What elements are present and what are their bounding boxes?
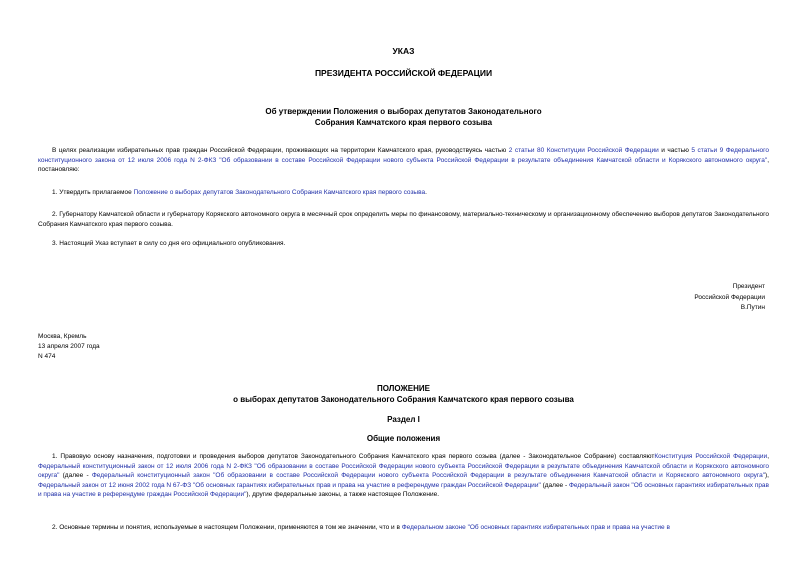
decree-subject-line1: Об утверждении Положения о выборах депутатов Законодательного <box>265 107 542 116</box>
reg-p1-text-c: (далее - <box>59 472 92 480</box>
section-title: Общие положения <box>366 434 441 443</box>
regulation-paragraph-2 <box>38 523 769 533</box>
link-fz-guarantees[interactable]: Федеральном законе "Об основных гарантиях избирательных прав и права на участие в <box>401 524 670 531</box>
item-2-paragraph: 2. Губернатору Камчатской области и губернатору Корякского автономного округа в месячный срок определить меры по финансовому, материально-техническому и организационному обеспечению выборов депутатов Законодательного Собрания Камчатского края первого созыва. <box>38 211 769 228</box>
reg-p1-text-e: (далее - <box>540 481 569 489</box>
decree-number: N 474 <box>38 353 56 360</box>
preamble-text-b: и частью <box>658 147 692 154</box>
regulation-title: ПОЛОЖЕНИЕ <box>377 384 430 393</box>
decree-subject-line2: Собрания Камчатского края первого созыва <box>314 118 493 127</box>
decree-title: УКАЗ <box>392 46 415 56</box>
preamble-text-a: В целях реализации избирательных прав граждан Российской Федерации, проживающих на территории Камчатского края, руководствуясь частью <box>52 147 509 154</box>
regulation-subtitle: о выборах депутатов Законодательного Собрания Камчатского края первого созыва <box>233 395 574 404</box>
item-1-text-a: 1. Утвердить прилагаемое <box>52 189 134 196</box>
signature-title: Президент <box>732 283 765 290</box>
place-date: 13 апреля 2007 года <box>38 343 100 350</box>
item-3-paragraph: 3. Настоящий Указ вступает в силу со дня его официального опубликования. <box>52 240 286 247</box>
link-fz-67-short[interactable]: Федеральный закон "Об основных гарантиях избирательных прав и права на участие в референдуме граждан Российской Федерации" <box>38 481 770 499</box>
item-1-paragraph <box>38 188 769 198</box>
signature-block <box>694 282 765 314</box>
place-date-block <box>38 332 100 362</box>
link-constitution-art80[interactable]: 2 статьи 80 Конституции Российской Федерации <box>508 147 659 154</box>
link-fz-67[interactable]: Федеральный закон от 12 июня 2002 года N 67-ФЗ "Об основных гарантиях избирательных прав и права на участие в референдуме граждан Российской Федерации" <box>38 481 541 489</box>
reg-p1-text-f: ), другие федеральные законы, а также настоящее Положение. <box>246 491 440 499</box>
link-fkz-2[interactable]: Федеральный конституционный закон от 12 июля 2006 года N 2-ФКЗ "Об образовании в составе Российской Федерации нового субъекта Российской Федерации в результате объединения Камчатской области и Корякского автономного округа" <box>38 462 769 480</box>
preamble-text-c: , постановляю: <box>38 156 769 174</box>
item-1-text-b: . <box>425 189 427 196</box>
link-regulation[interactable]: Положение о выборах депутатов Законодательного Собрания Камчатского края первого созыва <box>133 189 426 196</box>
section-heading: Раздел I <box>387 415 420 424</box>
preamble-paragraph <box>38 146 769 175</box>
reg-p1-text-d: ), <box>765 472 769 480</box>
decree-issuer: ПРЕЗИДЕНТА РОССИЙСКОЙ ФЕДЕРАЦИИ <box>314 68 493 78</box>
reg-p2-text-a: 2. Основные термины и понятия, используемые в настоящем Положении, применяются в том же значении, что и в <box>52 524 402 531</box>
reg-p1-text-a: 1. Правовую основу назначения, подготовки и проведения выборов депутатов Законодательного Собрания Камчатского края первого созыва (далее - Законодательное Собрание) составляют <box>52 453 655 460</box>
link-fkz-2-art9[interactable]: 5 статьи 9 Федерального конституционного закона от 12 июля 2006 года N 2-ФКЗ "Об образовании в составе Российской Федерации нового субъекта Российской Федерации в результате объединения Камчатской области и Корякского автономного округа" <box>38 147 769 164</box>
signature-country: Российской Федерации <box>694 293 765 301</box>
decree-subject <box>0 106 807 128</box>
place-city: Москва, Кремль <box>38 333 87 340</box>
link-constitution[interactable]: Конституция Российской Федерации <box>654 453 768 460</box>
reg-p1-text-b: , <box>767 453 769 460</box>
regulation-paragraph-1 <box>38 452 769 500</box>
signature-name: В.Путин <box>740 304 765 311</box>
link-fkz-short[interactable]: Федеральный конституционный закон "Об образовании в составе Российской Федерации нового субъекта Российской Федерации в результате объединения Камчатской области и Корякского автономного округа" <box>91 472 766 480</box>
